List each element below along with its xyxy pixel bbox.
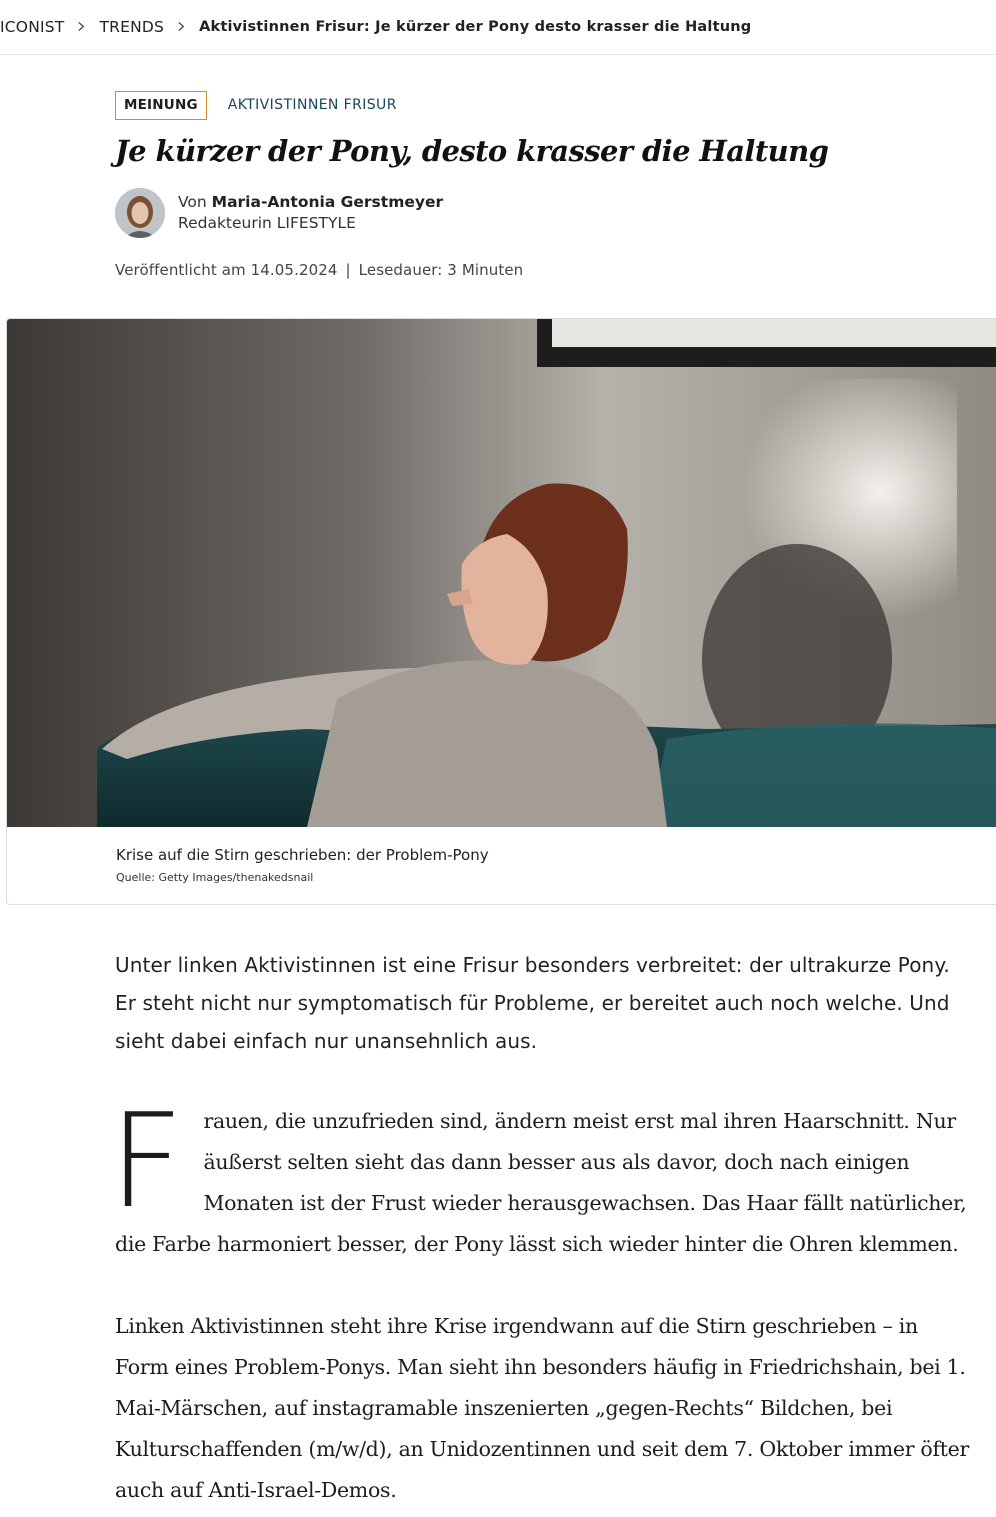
author-block	[115, 188, 975, 238]
author-avatar[interactable]	[115, 188, 165, 238]
meta-separator: |	[345, 261, 351, 279]
breadcrumb	[0, 0, 996, 55]
caption-source: Quelle: Getty Images/thenakedsnail	[116, 871, 314, 884]
article-paragraph	[109, 1085, 975, 1265]
author-name[interactable]: Maria-Antonia Gerstmeyer	[211, 193, 444, 211]
figure-caption	[116, 846, 489, 884]
article-paragraph: Linken Aktivistinnen steht ihre Krise irgendwann auf die Stirn geschrieben – in Form eines Problem-Ponys. Man sieht ihn besonders häufig in Friedrichshain, bei 1. Mai-Märschen, auf instagramable inszenierten „gegen-Rechts“ Bildchen, bei Kulturschaffenden (m/w/d), an Unidozentinnen und seit dem 7. Oktober immer öfter auch auf Anti-Israel-Demos.	[115, 1314, 970, 1502]
breadcrumb-item-trends[interactable]: TRENDS	[99, 18, 165, 36]
chevron-right-icon	[77, 22, 86, 31]
paragraph-text: rauen, die unzufrieden sind, ändern meist erst mal ihren Haarschnitt. Nur äußerst selten sieht das dann besser aus als davor, doch nach einigen Monaten ist der Frust wieder herausgewachsen. Das Haar fällt natürlicher, die Farbe harmoniert besser, der Pony lässt sich wieder hinter die Ohren klemmen.	[115, 1109, 967, 1256]
article-headline: Je kürzer der Pony, desto krasser die Haltung	[115, 134, 829, 168]
opinion-badge: MEINUNG	[115, 91, 207, 120]
author-prefix: Von	[178, 193, 207, 211]
publish-date: Veröffentlicht am 14.05.2024	[115, 261, 338, 279]
article-intro: Unter linken Aktivistinnen ist eine Frisur besonders verbreitet: der ultrakurze Pony. Er steht nicht nur symptomatisch für Probleme, er bereitet auch noch welche. Und sieht dabei einfach nur unansehnlich aus.	[115, 953, 950, 1053]
article-tags	[115, 90, 975, 120]
author-portrait-image	[115, 188, 165, 238]
chevron-right-icon	[177, 22, 186, 31]
caption-text: Krise auf die Stirn geschrieben: der Problem-Pony	[116, 846, 489, 864]
author-info	[178, 192, 443, 234]
article-meta	[115, 261, 975, 279]
reading-time: Lesedauer: 3 Minuten	[358, 261, 524, 279]
author-role: Redakteurin LIFESTYLE	[178, 214, 356, 232]
breadcrumb-item-iconist[interactable]: ICONIST	[0, 18, 65, 36]
topic-link[interactable]: AKTIVISTINNEN FRISUR	[227, 97, 397, 113]
breadcrumb-current: Aktivistinnen Frisur: Je kürzer der Pony desto krasser die Haltung	[199, 19, 752, 35]
article-header	[115, 90, 975, 279]
drop-cap: F	[109, 1085, 184, 1237]
article-photo[interactable]	[7, 319, 996, 827]
article-figure	[6, 318, 996, 905]
